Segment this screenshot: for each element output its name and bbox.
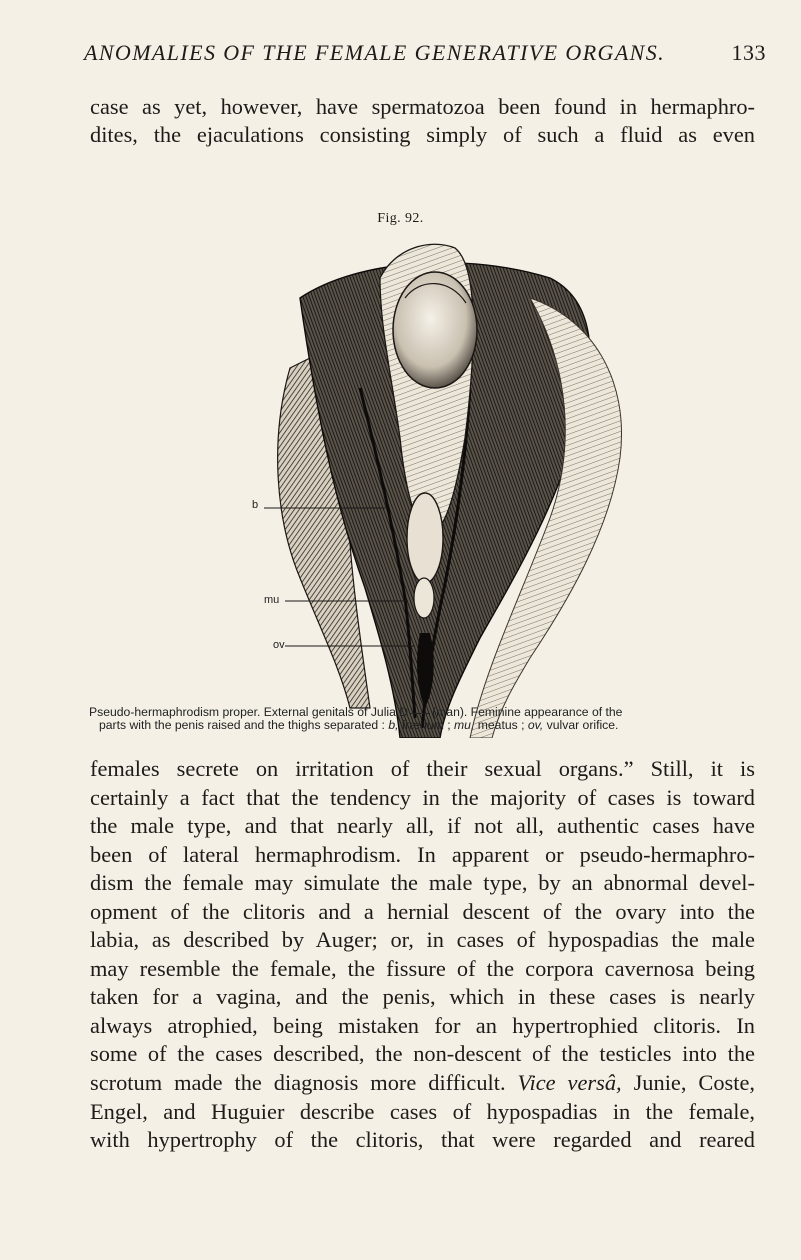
caption-key: mu, — [454, 718, 475, 732]
caption-text: frænum ; — [401, 718, 451, 732]
text-span: Junie, Coste, — [621, 1070, 755, 1096]
paragraph-top — [90, 93, 755, 149]
caption-dash — [410, 707, 430, 714]
text-line: with hypertrophy of the clitoris, that were regarded and reared — [90, 1127, 755, 1153]
figure-illustration — [230, 238, 650, 738]
caption-key: ov, — [527, 718, 544, 732]
italic-span: Vice versâ, — [517, 1070, 622, 1096]
text-line: dites, the ejaculations consisting simply of such a fluid as even — [90, 122, 755, 148]
caption-key: b, — [388, 718, 399, 732]
paragraph-main — [90, 755, 755, 1155]
running-head-title: ANOMALIES OF THE FEMALE GENERATIVE ORGANS. — [84, 40, 666, 65]
text-line: certainly a fact that the tendency in the majority of cases is toward — [90, 784, 755, 810]
glans-shape — [393, 272, 477, 388]
text-line: taken for a vagina, and the penis, which in these cases is nearly — [90, 984, 755, 1010]
text-line: dism the female may simulate the male type, by an abnormal devel- — [90, 870, 755, 896]
caption-line-2 — [89, 719, 759, 732]
figure-caption — [89, 706, 759, 732]
text-line: Engel, and Huguier describe cases of hypospadias in the female, — [90, 1098, 755, 1124]
caption-text: parts with the penis raised and the thighs separated : — [99, 718, 385, 732]
caption-text: meatus ; — [477, 718, 525, 732]
caption-text: Pseudo-hermaphrodism proper. External genitals of Julia D — [89, 705, 409, 719]
caption-text: (man). Feminine appearance of the — [432, 705, 623, 719]
text-line: may resemble the female, the fissure of the corpora cavernosa being — [90, 955, 755, 981]
callout-mu: mu — [264, 594, 280, 606]
text-line — [90, 1069, 755, 1098]
text-line: some of the cases described, the non-descent of the testicles into the — [90, 1041, 755, 1067]
running-head — [84, 40, 764, 66]
figure-label: Fig. 92. — [377, 211, 424, 226]
caption-text: vulvar orifice. — [546, 718, 619, 732]
callout-b: b — [252, 499, 259, 511]
text-line: females secrete on irritation of their sexual organs.” Still, it is — [90, 756, 755, 781]
text-line: labia, as described by Auger; or, in cases of hypospadias the male — [90, 927, 755, 953]
text-line: always atrophied, being mistaken for an hypertrophied clitoris. In — [90, 1012, 755, 1038]
text-line: the male type, and that nearly all, if not all, authentic cases have — [90, 813, 755, 839]
page-number: 133 — [731, 40, 766, 65]
callout-ov: ov — [273, 639, 285, 651]
text-line: opment of the clitoris and a hernial descent of the ovary into the — [90, 898, 755, 924]
text-line: been of lateral hermaphrodism. In apparent or pseudo-hermaphro- — [90, 841, 755, 867]
text-line: case as yet, however, have spermatozoa been found in hermaphro- — [90, 94, 755, 119]
text-span: scrotum made the diagnosis more difficult. — [90, 1070, 506, 1096]
